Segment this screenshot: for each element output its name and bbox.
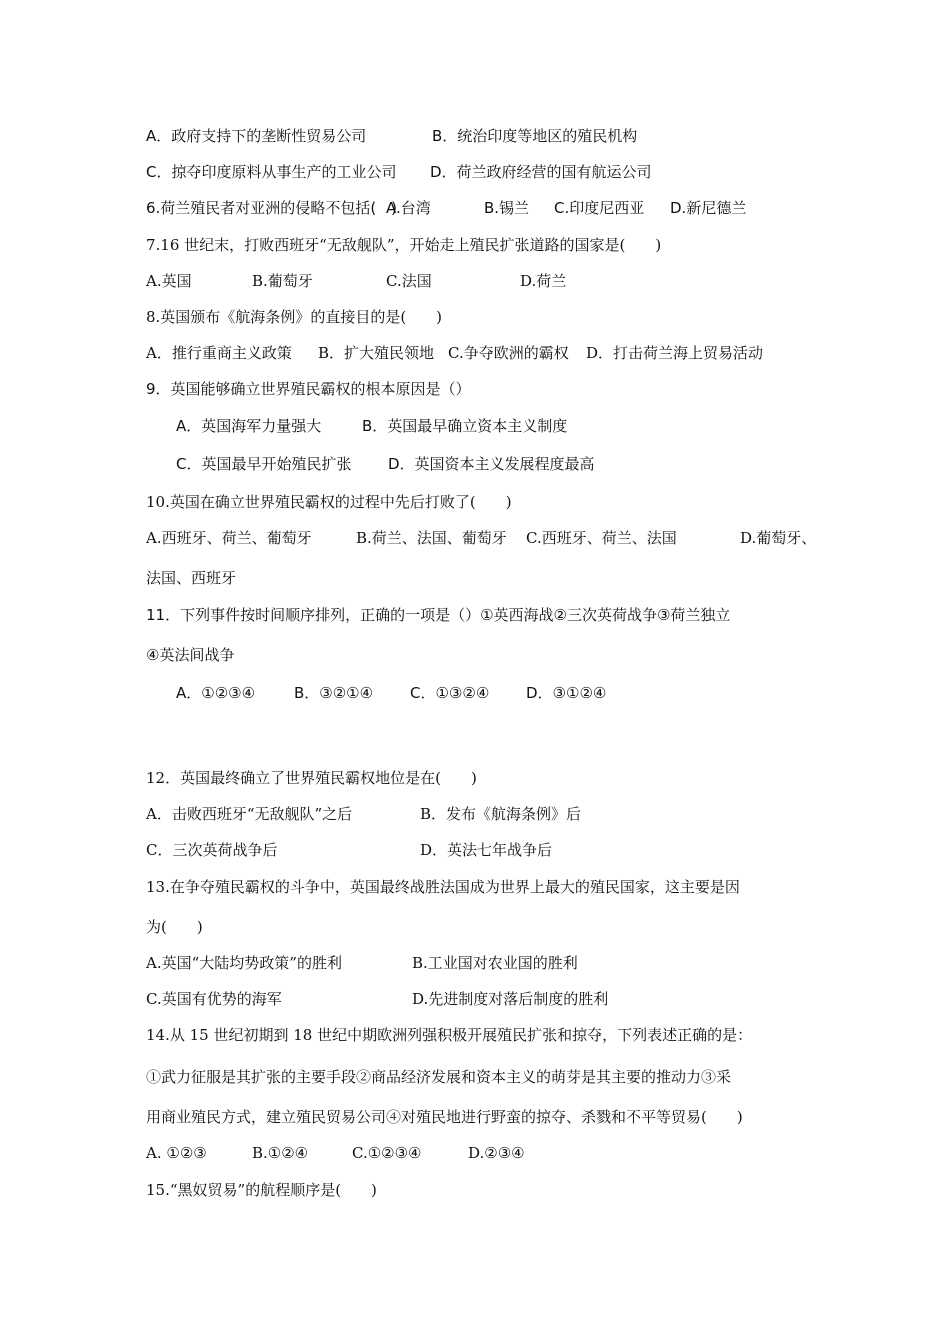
q7-option-b: B.葡萄牙 [252,272,313,290]
q11-option-b: B．③②①④ [294,684,374,702]
q13-option-a: A.英国“大陆均势政策”的胜利 [146,954,342,972]
q15-question: 15.“黑奴贸易”的航程顺序是( ) [146,1181,377,1199]
q5-option-c: C．掠夺印度原料从事生产的工业公司 [146,163,397,181]
q7-question: 7.16 世纪末，打败西班牙“无敌舰队”，开始走上殖民扩张道路的国家是( ) [146,236,662,254]
q13-question-continued: 为( ) [146,918,203,936]
q10-option-a: A.西班牙、荷兰、葡萄牙 [146,529,312,547]
q12-option-d: D．英法七年战争后 [420,841,553,859]
q12-option-a: A．击败西班牙“无敌舰队”之后 [146,805,353,823]
q7-option-d: D.荷兰 [520,272,567,290]
q10-question: 10.英国在确立世界殖民霸权的过程中先后打败了( ) [146,493,512,511]
q14-option-b: B.①②④ [252,1144,309,1162]
q7-option-c: C.法国 [386,272,432,290]
q6-option-d: D.新尼德兰 [670,199,747,217]
q8-option-c: C.争夺欧洲的霸权 [448,344,569,362]
q5-option-a: A．政府支持下的垄断性贸易公司 [146,127,367,145]
q14-option-d: D.②③④ [468,1144,525,1162]
q11-question-continued: ④英法间战争 [146,646,235,664]
q9-option-a: A．英国海军力量强大 [176,417,322,435]
q11-question: 11．下列事件按时间顺序排列，正确的一项是（）①英西海战②三次英荷战争③荷兰独立 [146,606,731,624]
q7-option-a: A.英国 [146,272,192,290]
q5-option-b: B．统治印度等地区的殖民机构 [432,127,638,145]
q10-option-d-continued: 法国、西班牙 [146,569,237,587]
q8-question: 8.英国颁布《航海条例》的直接目的是( ) [146,308,443,326]
q11-option-d: D．③①②④ [526,684,607,702]
q12-option-c: C．三次英荷战争后 [146,841,278,859]
q12-option-b: B．发布《航海条例》后 [420,805,582,823]
q8-option-a: A．推行重商主义政策 [146,344,292,362]
q13-question: 13.在争夺殖民霸权的斗争中，英国最终战胜法国成为世界上最大的殖民国家，这主要是因 [146,878,740,896]
q14-question: 14.从 15 世纪初期到 18 世纪中期欧洲列强积极开展殖民扩张和掠夺，下列表述正确的是： [146,1026,753,1044]
q13-option-b: B.工业国对农业国的胜利 [412,954,578,972]
q9-option-c: C．英国最早开始殖民扩张 [176,455,352,473]
q14-option-a: A. ①②③ [146,1144,207,1162]
q11-option-a: A．①②③④ [176,684,256,702]
q14-option-c: C.①②③④ [352,1144,422,1162]
q8-option-b: B．扩大殖民领地 [318,344,435,362]
q14-statements-continued: 用商业殖民方式，建立殖民贸易公司④对殖民地进行野蛮的掠夺、杀戮和不平等贸易( ) [146,1108,743,1126]
q6-option-c: C.印度尼西亚 [554,199,645,217]
q13-option-c: C.英国有优势的海军 [146,990,282,1008]
q9-option-b: B．英国最早确立资本主义制度 [362,417,568,435]
q14-statements: ①武力征服是其扩张的主要手段②商品经济发展和资本主义的萌芽是其主要的推动力③采 [146,1068,732,1086]
q9-question: 9．英国能够确立世界殖民霸权的根本原因是（） [146,380,471,398]
q13-option-d: D.先进制度对落后制度的胜利 [412,990,609,1008]
q10-option-d: D.葡萄牙、 [740,529,817,547]
q8-option-d: D．打击荷兰海上贸易活动 [586,344,764,362]
q11-option-c: C．①③②④ [410,684,490,702]
q12-question: 12．英国最终确立了世界殖民霸权地位是在( ) [146,769,477,787]
q6-option-a: A.台湾 [386,199,431,217]
q10-option-c: C.西班牙、荷兰、法国 [526,529,677,547]
q10-option-b: B.荷兰、法国、葡萄牙 [356,529,507,547]
q6-question: 6.荷兰殖民者对亚洲的侵略不包括( ) [146,199,398,217]
q5-option-d: D．荷兰政府经营的国有航运公司 [430,163,652,181]
q9-option-d: D．英国资本主义发展程度最高 [388,455,595,473]
q6-option-b: B.锡兰 [484,199,530,217]
